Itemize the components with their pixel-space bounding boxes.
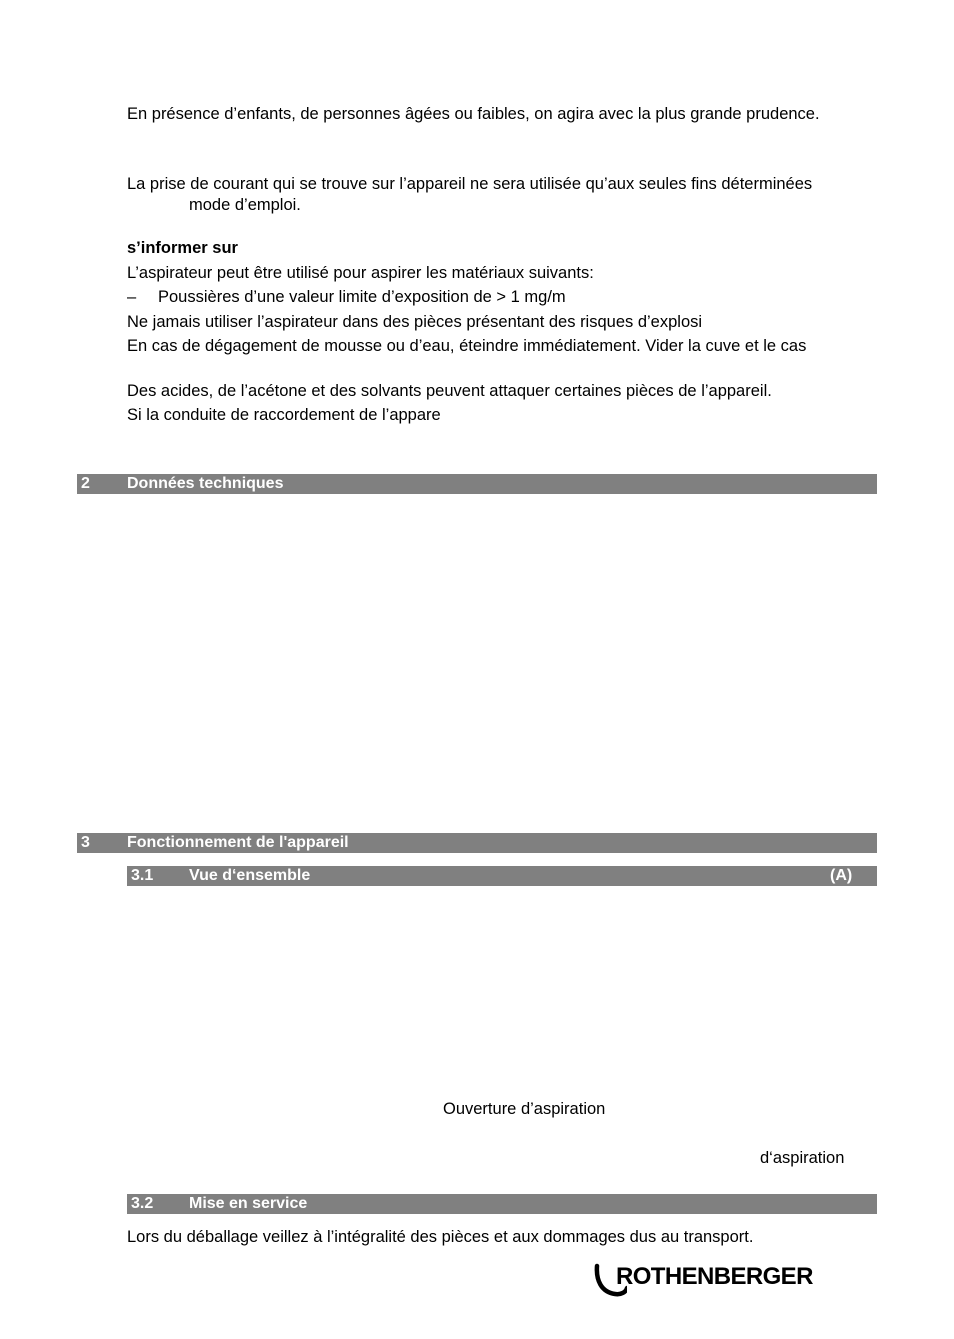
subsection-number: 3.1 (131, 867, 154, 884)
paragraph-acids: Des acides, de l’acétone et des solvants peuvent attaquer certaines pièces de l’appareil. (127, 382, 772, 400)
logo-text: ROTHENBERGER (616, 1263, 813, 1290)
paragraph-socket-line1: La prise de courant qui se trouve sur l’appareil ne sera utilisée qu’aux seules fins déterminées (127, 175, 813, 193)
subsection-title: Mise en service (189, 1195, 308, 1212)
section-header-technical-data (77, 474, 877, 494)
paragraph-foam: En cas de dégagement de mousse ou d’eau, éteindre immédiatement. Vider la cuve et le cas (127, 337, 807, 355)
section-title: Données techniques (127, 475, 284, 492)
paragraph-explosion: Ne jamais utiliser l’aspirateur dans des pièces présentant des risques d’explosi (127, 313, 703, 331)
paragraph-unpacking: Lors du déballage veillez à l’intégralité des pièces et aux dommages dus au transport. (127, 1228, 754, 1246)
subheading-inform: s’informer sur (127, 239, 238, 257)
subsection-header-commissioning (127, 1194, 877, 1214)
paragraph-materials: L’aspirateur peut être utilisé pour aspirer les matériaux suivants: (127, 264, 594, 282)
section-number: 2 (81, 475, 90, 492)
rothenberger-logo (593, 1262, 833, 1298)
bullet-dash: – (127, 288, 137, 306)
section-header-operation (77, 833, 877, 853)
bullet-dust: Poussières d’une valeur limite d’exposition de > 1 mg/m (158, 288, 566, 306)
section-number: 3 (81, 834, 90, 851)
subsection-title: Vue d‘ensemble (189, 867, 311, 884)
figure-reference: (A) (830, 867, 853, 884)
section-title: Fonctionnement de l'appareil (127, 834, 349, 851)
paragraph-children-warning: En présence d’enfants, de personnes âgées ou faibles, on agira avec la plus grande prudence. (127, 105, 820, 123)
subsection-number: 3.2 (131, 1195, 154, 1212)
subsection-header-overview (127, 866, 877, 886)
paragraph-socket-line2: mode d’emploi. (189, 196, 301, 214)
overview-label-suction-opening: Ouverture d’aspiration (443, 1100, 606, 1118)
paragraph-cable: Si la conduite de raccordement de l’appare (127, 406, 441, 424)
overview-label-suction: d‘aspiration (760, 1149, 845, 1167)
